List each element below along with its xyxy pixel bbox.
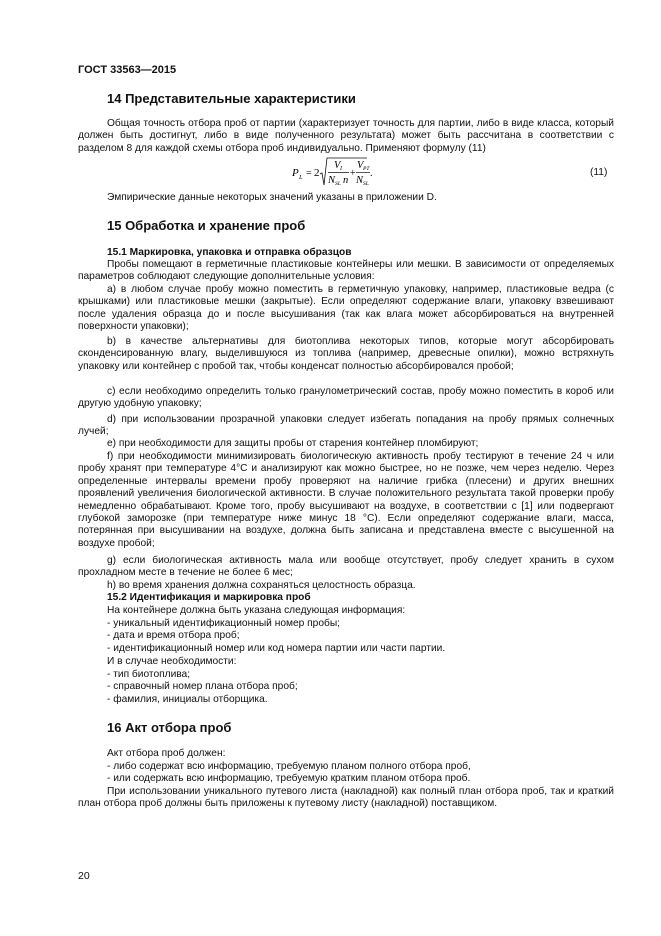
- formula-11: [0, 155, 661, 191]
- list-item-b: b) в качестве альтернативы для биотоплива некоторых типов, которые могут абсорбировать сконденсированную влагу, выделившуюся из топлива (например, древесные опилки), можно встряхнуть упаковку или контейнер с пробой так, чтобы конденсат полностью абсорбировался пробой;: [78, 336, 614, 372]
- formula-den2: N: [356, 175, 364, 186]
- info-list-item: - идентификационный номер или код номера партии или части партии.: [107, 643, 446, 654]
- subsection-15-1-title: 15.1 Маркировка, упаковка и отправка образцов: [107, 247, 352, 258]
- list-item-g: g) если биологическая активность мала или вообще отсутствует, пробу следует хранить в сухом прохладном месте в течение не более 6 мес;: [78, 555, 614, 579]
- section-15-title: 15 Обработка и хранение проб: [107, 218, 306, 233]
- list-item-h: h) во время хранения должна сохраняться целостность образца.: [107, 580, 416, 591]
- formula-lhs: P: [292, 167, 299, 179]
- optional-list-item: - тип биотоплива;: [107, 669, 191, 680]
- formula-num2-sub: PT: [363, 166, 370, 172]
- formula-num1: V: [334, 160, 341, 171]
- formula-lhs-sub: L: [299, 174, 303, 181]
- info-list-item: - дата и время отбора проб;: [107, 630, 240, 641]
- formula-number: (11): [590, 167, 608, 178]
- standard-header: ГОСТ 33563—2015: [78, 64, 177, 76]
- section-14-paragraph: Общая точность отбора проб от партии (характеризует точность для партии, либо в виде класса, который должен быть достигнут, либо в виде полученного результата) может быть рассчитана в соответствии с разделом 8 для каждой схемы отбора проб индивидуально. Применяют формулу (11): [78, 118, 614, 154]
- section-16-title: 16 Акт отбора проб: [107, 720, 232, 735]
- formula-den2-sub: SL: [363, 181, 369, 187]
- formula-equals: =: [306, 168, 312, 179]
- section-16-paragraph: При использовании уникального путевого листа (накладной) как полный план отбора проб, так и краткий план отбора проб должны быть приложены к путевому листу (накладной) поставщиком.: [78, 786, 614, 810]
- act-list-item: - либо содержат всю информацию, требуемую планом полного отбора проб,: [107, 761, 471, 772]
- act-list-item: - или содержать всю информацию, требуемую кратким планом отбора проб.: [107, 773, 471, 784]
- formula-tail: .: [370, 168, 373, 179]
- optional-list-item: - справочный номер плана отбора проб;: [107, 681, 298, 692]
- formula-den1-tail: n: [343, 175, 349, 186]
- optional-list-item: - фамилия, инициалы отборщика.: [107, 694, 268, 705]
- section-14-note: Эмпирические данные некоторых значений указаны в приложении D.: [107, 192, 437, 203]
- section-15-2-intro: На контейнере должна быть указана следующая информация:: [107, 605, 406, 616]
- formula-num2: V: [357, 160, 364, 171]
- info-list-item: - уникальный идентификационный номер пробы;: [107, 618, 340, 629]
- list-item-f: f) при необходимости минимизировать биологическую активность пробу тестируют в течение 24 ч или пробу хранят при температуре 4°С и анализируют как можно быстрее, но не позже, чем через неделю. Через определенные интервалы времени пробу проверяют на наличие грибка (плесени) и других внешних проявлений увеличения биологической активности. В случае положительного результата такой проверки пробу немедленно обрабатывают. Кроме того, пробу высушивают на воздухе, в соответствии с [1] или подвергают глубокой заморозке (при температуре ниже минус 18 °С). Если определяют содержание влаги, масса, потерянная при высушивании на воздухе, должна быть записана и представлена вместе с высушенной на воздухе пробой;: [78, 451, 614, 549]
- optional-intro: И в случае необходимости:: [107, 656, 237, 667]
- formula-plus: +: [350, 168, 356, 179]
- subsection-15-2-title: 15.2 Идентификация и маркировка проб: [107, 592, 311, 603]
- formula-num1-sub: I: [340, 166, 342, 172]
- formula-coefficient: 2: [314, 167, 320, 179]
- list-item-e: е) при необходимости для защиты пробы от старения контейнер пломбируют;: [107, 438, 479, 449]
- formula-graphic: [292, 155, 372, 191]
- section-15-intro: Пробы помещают в герметичные пластиковые контейнеры или мешки. В зависимости от определяемых параметров соблюдают следующие дополнительные условия:: [78, 259, 614, 283]
- page-number: 20: [78, 870, 90, 882]
- section-14-title: 14 Представительные характеристики: [107, 91, 356, 106]
- list-item-c: с) если необходимо определить только гранулометрический состав, пробу можно поместить в короб или другую удобную упаковку;: [78, 386, 614, 410]
- list-item-d: d) при использовании прозрачной упаковки следует избегать попадания на пробу прямых солнечных лучей;: [78, 414, 614, 438]
- list-item-a: а) в любом случае пробу можно поместить в герметичную упаковку, например, пластиковые ведра (с крышками) или пластиковые мешки (закрытые). Если определяют содержание влаги, упаковку взвешивают после удаления образца до и после высушивания (так как влага может абсорбироваться на внутренней поверхности упаковки);: [78, 284, 614, 333]
- formula-den1: N: [328, 175, 336, 186]
- formula-den1-sub: SL: [335, 181, 341, 187]
- section-16-intro: Акт отбора проб должен:: [107, 748, 226, 759]
